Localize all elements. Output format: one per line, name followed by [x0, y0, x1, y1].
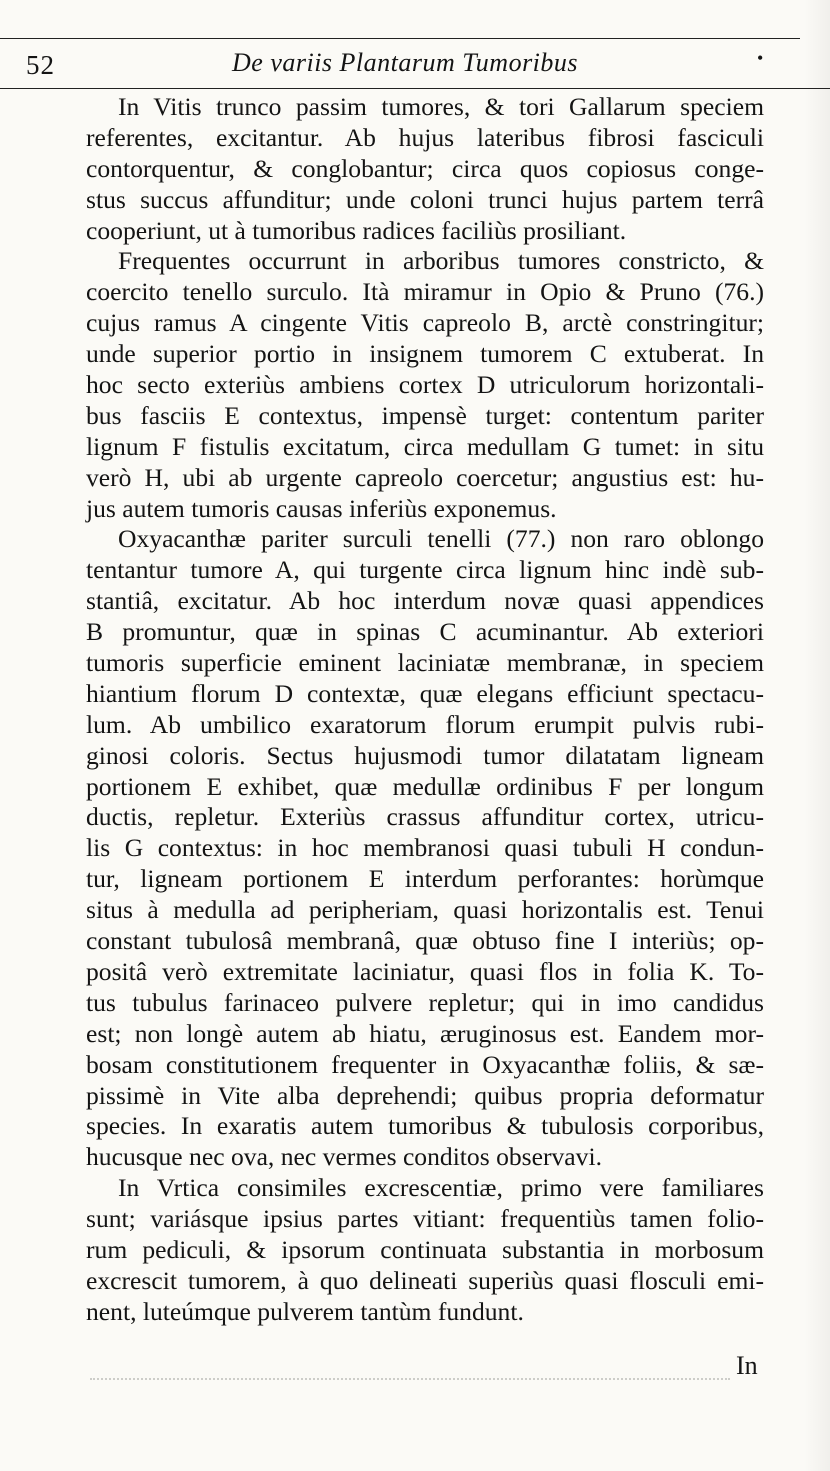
text-line: tus tubulus farinaceo pulvere repletur; qui in imo candidus: [86, 987, 764, 1017]
text-line: portionem E exhibet, quæ medullæ ordinibus F per longum: [86, 771, 764, 801]
text-line: excrescit tumorem, à quo delineati superiùs quasi flosculi emi-: [86, 1265, 764, 1295]
bottom-ornament-dots: [90, 1372, 730, 1380]
text-line: coercito tenello surculo. Ità miramur in Opio & Pruno (76.): [86, 277, 764, 307]
text-line: In Vrtica consimiles excrescentiæ, primo vere familiares: [118, 1173, 764, 1203]
text-line: species. In exaratis autem tumoribus & tubulosis corporibus,: [86, 1111, 764, 1141]
text-line: bus fasciis E contextus, impensè turget: contentum pariter: [86, 400, 764, 430]
text-line: Frequentes occurrunt in arboribus tumores constricto, &: [118, 246, 764, 276]
page-number: 52: [26, 50, 55, 80]
text-line: rum pediculi, & ipsorum continuata substantia in morbosum: [86, 1234, 764, 1264]
text-line: est; non longè autem ab hiatu, æruginosus est. Eandem mor-: [86, 1018, 764, 1048]
body-text: [86, 92, 764, 1328]
text-line: B promuntur, quæ in spinas C acuminantur. Ab exteriori: [86, 617, 764, 647]
text-line: unde superior portio in insignem tumorem C extuberat. In: [86, 339, 764, 369]
text-line: positâ verò extremitate laciniatur, quasi flos in folia K. To-: [86, 956, 764, 986]
text-line: cujus ramus A cingente Vitis capreolo B, arctè constringitur;: [86, 308, 764, 338]
text-line: lis G contextus: in hoc membranosi quasi tubuli H condun-: [86, 833, 764, 863]
page-header: [0, 44, 830, 86]
text-line: ginosi coloris. Sectus hujusmodi tumor dilatatam ligneam: [86, 740, 764, 770]
corner-mark: •: [757, 48, 764, 68]
text-line: ductis, repletur. Exteriùs crassus affunditur cortex, utricu-: [86, 802, 764, 832]
text-line: pissimè in Vite alba deprehendi; quibus propria deformatur: [86, 1080, 764, 1110]
text-line: hucusque nec ova, nec vermes conditos observavi.: [86, 1142, 602, 1172]
running-title: De variis Plantarum Tumoribus: [232, 48, 579, 77]
text-line: tur, ligneam portionem E interdum perforantes: horùmque: [86, 864, 764, 894]
text-line: Oxyacanthæ pariter surculi tenelli (77.) non raro oblongo: [118, 524, 764, 554]
text-line: cooperiunt, ut à tumoribus radices faciliùs prosiliant.: [86, 215, 627, 245]
text-line: verò H, ubi ab urgente capreolo coercetur; angustius est: hu-: [86, 462, 764, 492]
text-line: constant tubulosâ membranâ, quæ obtuso fine I interiùs; op-: [86, 926, 764, 956]
header-rule: [0, 88, 830, 89]
text-line: hoc secto exteriùs ambiens cortex D utriculorum horizontali-: [86, 370, 764, 400]
text-line: bosam constitutionem frequenter in Oxyacanthæ foliis, & sæ-: [86, 1049, 764, 1079]
page-edge-shadow: [804, 0, 830, 1471]
top-rule: [0, 38, 800, 39]
catchword: In: [736, 1351, 758, 1380]
text-line: situs à medulla ad peripheriam, quasi horizontalis est. Tenui: [86, 895, 764, 925]
text-line: tumoris superficie eminent laciniatæ membranæ, in speciem: [86, 648, 764, 678]
text-line: referentes, excitantur. Ab hujus lateribus fibrosi fasciculi: [86, 122, 764, 152]
text-line: sunt; variásque ipsius partes vitiant: frequentiùs tamen folio-: [86, 1204, 764, 1234]
text-line: hiantium florum D contextæ, quæ elegans efficiunt spectacu-: [86, 678, 764, 708]
text-line: contorquentur, & conglobantur; circa quos copiosus conge-: [86, 153, 764, 183]
text-line: stantiâ, excitatur. Ab hoc interdum novæ quasi appendices: [86, 586, 764, 616]
text-line: jus autem tumoris causas inferiùs exponemus.: [86, 493, 557, 523]
text-line: lignum F fistulis excitatum, circa medullam G tumet: in situ: [86, 431, 764, 461]
text-line: tentantur tumore A, qui turgente circa lignum hinc indè sub-: [86, 555, 764, 585]
text-line: stus succus affunditur; unde coloni trunci hujus partem terrâ: [86, 184, 764, 214]
text-line: In Vitis trunco passim tumores, & tori Gallarum speciem: [118, 92, 764, 121]
text-line: lum. Ab umbilico exaratorum florum erumpit pulvis rubi-: [86, 709, 764, 739]
text-line: nent, luteúmque pulverem tantùm fundunt.: [86, 1296, 524, 1326]
